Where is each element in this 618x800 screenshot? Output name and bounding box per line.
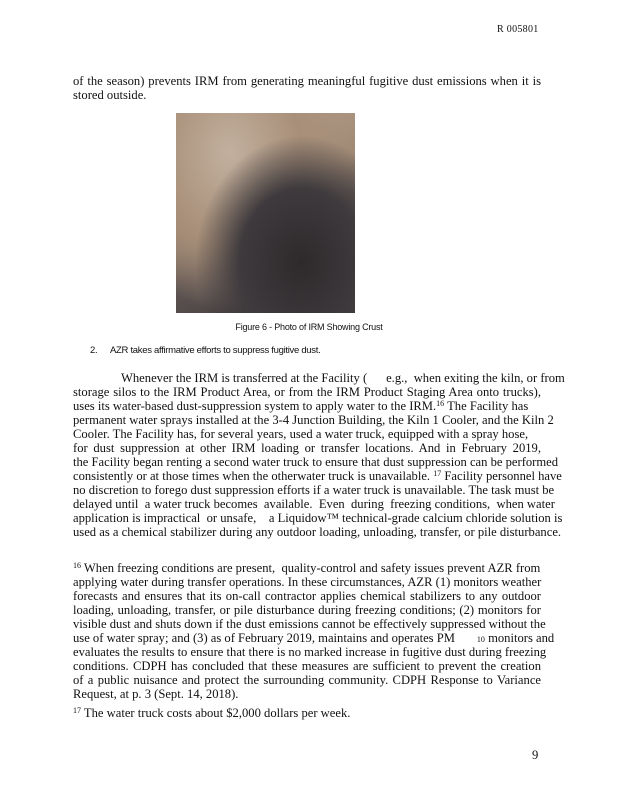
footnote-text: When freezing conditions are present, quality-control and safety issues prevent AZR from: [81, 561, 541, 575]
body-line-text: uses its water-based dust-suppression system to apply water to the IRM.: [73, 399, 437, 413]
body-line: permanent water sprays installed at the 3-4 Junction Building, the Kiln 1 Cooler, and the Kiln 2: [73, 413, 554, 427]
footnote-16-line: evaluates the results to ensure that there is no marked increase in fugitive dust during freezing: [73, 645, 547, 659]
body-line: the Facility began renting a second water truck to ensure that dust suppression can be performed: [73, 455, 559, 469]
footnote-16-line: Request, at p. 3 (Sept. 14, 2018).: [73, 687, 239, 701]
footnote-ref[interactable]: 17: [433, 469, 442, 478]
footnote-16-line: applying water during transfer operations. In these circumstances, AZR (1) monitors weather: [73, 575, 542, 589]
section-number: 2.: [90, 345, 98, 356]
body-line: used as a chemical stabilizer during any outdoor loading, unloading, transfer, or pile disturbance.: [73, 525, 562, 539]
footnote-16-line: conditions. CDPH has concluded that these measures are sufficient to prevent the creation: [73, 659, 541, 673]
figure-photo: [176, 113, 355, 313]
footnote-number: 16: [73, 561, 81, 570]
body-line: for dust suppression at other IRM loading or transfer locations. And in February 2019,: [73, 441, 541, 455]
footnote-number: 17: [73, 706, 81, 715]
body-line-text: The Facility has: [444, 399, 529, 413]
body-line: [73, 399, 541, 413]
bates-number: R 005801: [497, 24, 539, 35]
footnote-16-line: of a public nuisance and protect the surrounding community. CDPH Response to Variance: [73, 673, 541, 687]
body-line: no discretion to forego dust suppression efforts if a water truck is unavailable. The task must be: [73, 483, 555, 497]
footnote-text: The water truck costs about $2,000 dollars per week.: [81, 706, 351, 720]
footnote-17-line: [73, 706, 541, 720]
subscript: 10: [476, 635, 485, 644]
body-line: storage silos to the IRM Product Area, or from the IRM Product Staging Area onto trucks),: [73, 385, 541, 399]
body-line: Whenever the IRM is transferred at the Facility ( e.g., when exiting the kiln, or from: [121, 371, 565, 385]
body-line-text: Facility personnel have: [441, 469, 562, 483]
footnote-text: use of water spray; and (3) as of February 2019, maintains and operates PM: [73, 631, 455, 645]
footnote-text: monitors and: [484, 631, 555, 645]
footnote-16-line: [73, 561, 541, 575]
footnote-16-line: forecasts and ensures that its on-call contractor applies chemical stabilizers to any outdoor: [73, 589, 541, 603]
body-line-text: consistently or at those times when the otherwater truck is unavailable.: [73, 469, 431, 483]
intro-line: stored outside.: [73, 88, 147, 102]
footnote-ref[interactable]: 16: [436, 399, 445, 408]
page-number: 9: [532, 748, 539, 762]
body-line: [73, 469, 562, 483]
footnote-16-line: visible dust and shuts down if the dust emissions cannot be effectively suppressed without the: [73, 617, 546, 631]
body-line: application is impractical or unsafe, a Liquidow™ technical-grade calcium chloride solution is: [73, 511, 563, 525]
intro-line: of the season) prevents IRM from generating meaningful fugitive dust emissions when it is: [73, 74, 541, 88]
figure-caption: Figure 6 - Photo of IRM Showing Crust: [235, 322, 383, 332]
body-line: delayed until a water truck becomes available. Even during freezing conditions, when water: [73, 497, 555, 511]
section-heading: [90, 345, 320, 356]
body-line: Cooler. The Facility has, for several years, used a water truck, equipped with a spray hose,: [73, 427, 529, 441]
footnote-16-line: loading, unloading, transfer, or pile disturbance during freezing conditions; (2) monitors for: [73, 603, 541, 617]
section-title: AZR takes affirmative efforts to suppress fugitive dust.: [110, 345, 321, 356]
